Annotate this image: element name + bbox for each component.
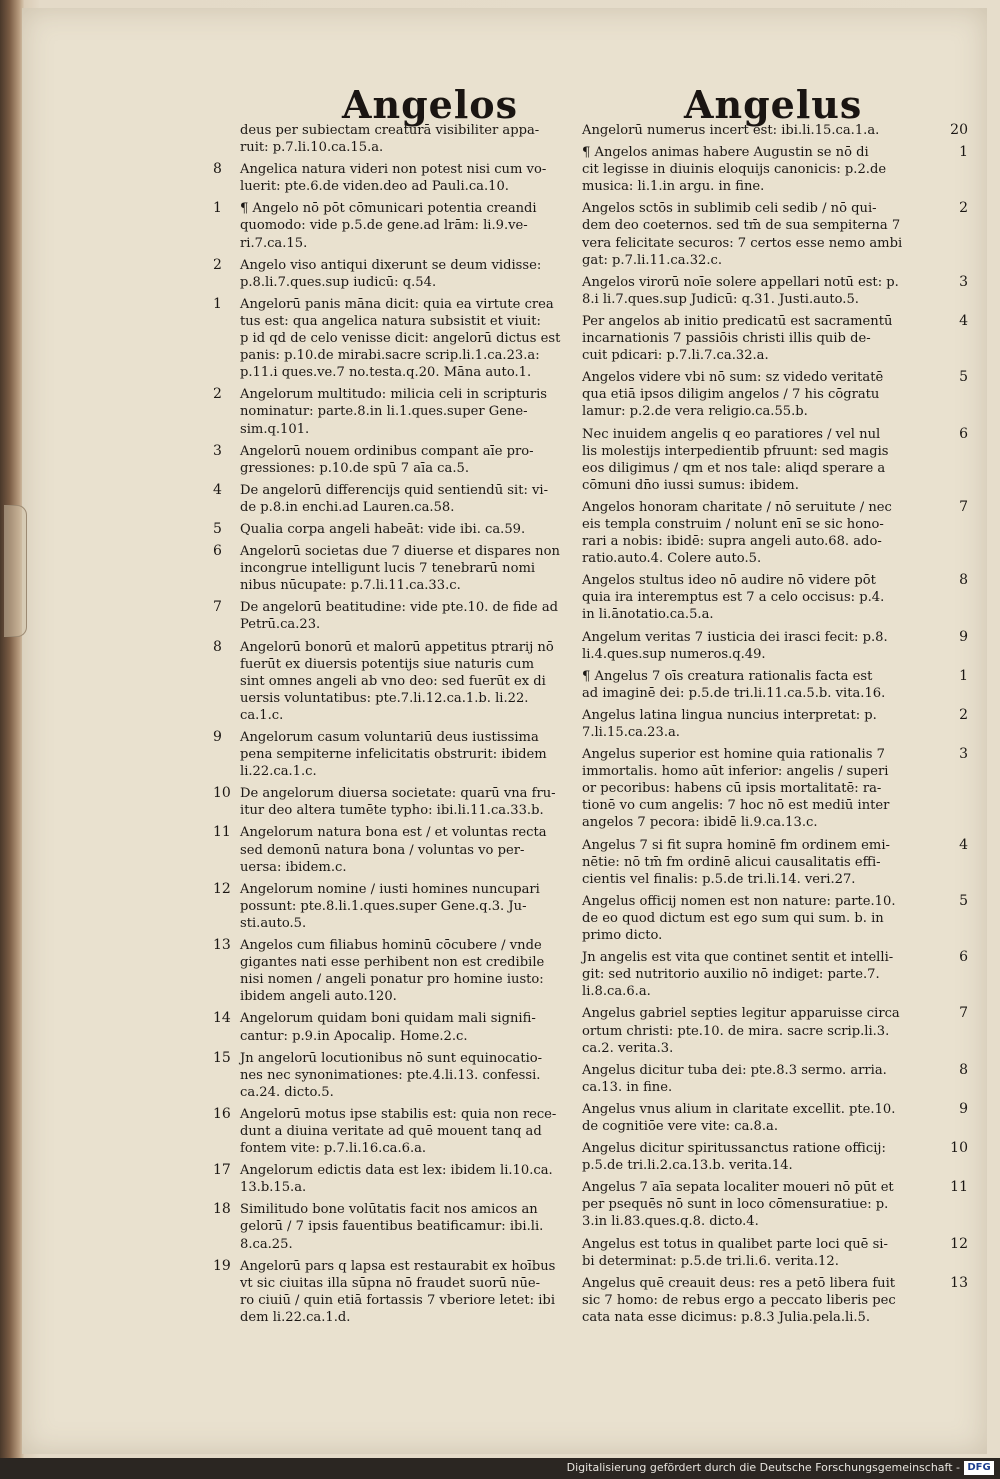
entry-number: 17 — [213, 1162, 231, 1179]
entry-number: 3 — [959, 273, 968, 290]
running-head-left: Angelos — [342, 82, 519, 127]
index-entry — [582, 200, 974, 268]
entry-text: Angelus dicitur spiritussanctus ratione officij: p.5.de tri.li.2.ca.13.b. verita.14. — [582, 1141, 886, 1174]
entry-text: Angelorū nouem ordinibus compant aīe pro- gressiones: p.10.de spū 7 aīa ca.5. — [240, 443, 534, 476]
index-entry — [213, 1010, 583, 1044]
entry-text: ¶ Angelo nō pōt cōmunicari potentia creandi quomodo: vide p.5.de gene.ad lrām: li.9.ve- ri.7.ca.15. — [240, 201, 537, 251]
index-entry — [213, 482, 583, 516]
entry-text: deus per subiectam creaturā visibiliter appa- ruit: p.7.li.10.ca.15.a. — [240, 123, 540, 156]
entry-text: Angelum veritas 7 iusticia dei irasci fecit: p.8. li.4.ques.sup numeros.q.49. — [582, 629, 888, 662]
index-entry — [213, 443, 583, 477]
index-entry — [582, 572, 974, 623]
clasp-mark — [4, 505, 27, 637]
entry-number: 6 — [959, 949, 968, 966]
entry-text: Angelus est totus in qualibet parte loci quē si- bi determinat: p.5.de tri.li.6. verita.12. — [582, 1236, 888, 1269]
index-entry — [213, 824, 583, 875]
entry-text: De angelorū beatitudine: vide pte.10. de fide ad Petrū.ca.23. — [240, 600, 559, 633]
entry-text: Angelica natura videri non potest nisi cum vo- luerit: pte.6.de viden.deo ad Pauli.ca.10. — [240, 162, 547, 195]
entry-text: Jn angelorū locutionibus nō sunt equinocatio- nes nec synonimationes: pte.4.li.13. confessi. ca.24. dicto.5. — [240, 1050, 543, 1100]
entry-text: Angelorū bonorū et malorū appetitus ptrarij nō fuerūt ex diuersis potentijs siue naturis cum sint omnes angeli ab vno deo: sed fuerūt ex di uersis voluntatibus: pte.7.li.12.ca.1.b. li.22. ca.1.c. — [240, 639, 554, 723]
index-entry — [582, 1005, 974, 1056]
entry-text: Per angelos ab initio predicatū est sacramentū incarnationis 7 passiōis christi illis quib de- cuit pdicari: p.7.li.7.ca.32.a. — [582, 313, 893, 364]
entry-number: 19 — [213, 1257, 231, 1274]
entry-number: 11 — [213, 824, 231, 841]
entry-number: 12 — [950, 1235, 968, 1252]
entry-text: ¶ Angelus 7 oīs creatura rationalis facta est ad imaginē dei: p.5.de tri.li.11.ca.5.b. vita.16. — [582, 668, 886, 701]
index-entry — [213, 200, 583, 251]
entry-text: De angelorū differencijs quid sentiendū sit: vi- de p.8.in enchi.ad Lauren.ca.58. — [240, 482, 549, 515]
entry-number: 7 — [213, 599, 222, 616]
index-entry — [582, 274, 974, 308]
entry-text: Angelorū panis māna dicit: quia ea virtute crea tus est: qua angelica natura subsistit et viuit: p id qd de celo venisse dicit: angelorū dictus est panis: p.10.de mirabi.sacre scrip.li.1.ca.23.a: p.11.i ques.ve.7 no.testa.q.20. Māna auto.1. — [240, 296, 561, 381]
entry-text: Angelos videre vbi nō sum: sz videdo veritatē qua etiā ipsos diligim angelos / 7 his cōgratu lamur: p.2.de vera religio.ca.55.b. — [582, 370, 884, 420]
entry-number: 10 — [213, 785, 231, 802]
entry-text: Angelus vnus alium in claritate excellit. pte.10. de cognitiōe vere vite: ca.8.a. — [582, 1101, 896, 1134]
entry-number: 20 — [950, 122, 968, 138]
index-entry — [582, 668, 974, 702]
entry-number: 2 — [959, 200, 968, 217]
entry-text: Angelorum casum voluntariū deus iustissima pena sempiterne infelicitatis obstrurit: ibidem li.22.ca.1.c. — [240, 730, 547, 780]
entry-number: 8 — [959, 572, 968, 589]
entry-number: 9 — [213, 729, 222, 745]
index-entry — [582, 313, 974, 364]
entry-number: 2 — [213, 386, 222, 403]
index-entry — [582, 629, 974, 663]
entry-text: Angelos cum filiabus hominū cōcubere / vnde gigantes nati esse perhibent non est credibile nisi nomen / angeli ponatur pro homine iusto: ibidem angeli auto.120. — [240, 938, 545, 1005]
entry-number: 6 — [213, 543, 222, 560]
entry-text: Angelorū pars q lapsa est restaurabit ex hoībus vt sic ciuitas illa sūpna nō fraudet suorū nūe- ro ciuiū / quin etiā fortassis 7 vberiore letet: ibi dem li.22.ca.1.d. — [240, 1258, 556, 1325]
index-entry — [213, 386, 583, 437]
entry-text: Angelos honoram charitate / nō seruitute / nec eis templa construim / nolunt enī se sic hono- rari a nobis: ibidē: supra angeli auto.68. ado- ratio.auto.4. Colere auto.5. — [582, 499, 892, 567]
index-entry — [582, 1179, 974, 1230]
dfg-logo: DFG — [964, 1461, 994, 1475]
index-entry — [582, 369, 974, 420]
entry-number: 8 — [959, 1061, 968, 1078]
index-entry — [213, 937, 583, 1005]
entry-number: 5 — [213, 520, 222, 537]
entry-number: 11 — [950, 1179, 968, 1196]
entry-number: 1 — [959, 144, 968, 161]
entry-number: 8 — [213, 161, 222, 178]
entry-text: Angelus latina lingua nuncius interpretat: p. 7.li.15.ca.23.a. — [582, 707, 877, 740]
entry-number: 5 — [959, 892, 968, 909]
entry-number: 4 — [959, 836, 968, 853]
entry-text: Angelorum edictis data est lex: ibidem li.10.ca. 13.b.15.a. — [240, 1163, 553, 1196]
index-entry — [213, 543, 583, 594]
entry-number: 1 — [213, 295, 222, 312]
entry-number: 10 — [950, 1140, 968, 1157]
index-entry — [582, 1236, 974, 1270]
index-entry — [582, 746, 974, 831]
entry-number: 2 — [959, 706, 968, 723]
entry-number: 3 — [959, 746, 968, 763]
entry-number: 5 — [959, 369, 968, 386]
entry-text: Jn angelis est vita que continet sentit et intelli- git: sed nutritorio auxilio nō indiget: parte.7. li.8.ca.6.a. — [582, 950, 894, 1000]
entry-text: Angelus officij nomen est non nature: parte.10. de eo quod dictum est ego sum qui sum. b. in primo dicto. — [582, 893, 896, 944]
entry-number: 13 — [950, 1274, 968, 1291]
index-entry — [582, 707, 974, 741]
index-entry — [582, 949, 974, 1000]
index-entry — [213, 521, 583, 538]
index-entry — [213, 881, 583, 932]
entry-text: Angelus quē creauit deus: res a petō libera fuit sic 7 homo: de rebus ergo a peccato liberis pec cata nata esse dicimus: p.8.3 Julia.pela.li.5. — [582, 1275, 896, 1325]
index-entry — [213, 1162, 583, 1196]
index-entry — [213, 1050, 583, 1101]
index-entry — [582, 122, 974, 139]
index-entry — [582, 837, 974, 888]
running-head-right: Angelus — [684, 82, 863, 127]
entry-text: ¶ Angelos animas habere Augustin se nō di cit legisse in diuinis eloquijs canonicis: p.2.de musica: li.1.in argu. in fine. — [582, 145, 887, 195]
entry-text: Angelorum quidam boni quidam mali signifi- cantur: p.9.in Apocalip. Home.2.c. — [240, 1011, 536, 1044]
entry-text: Angelorum natura bona est / et voluntas recta sed demonū natura bona / voluntas vo per- uersa: ibidem.c. — [240, 825, 547, 875]
index-entry — [582, 893, 974, 944]
entry-number: 3 — [213, 442, 222, 459]
entry-number: 8 — [213, 638, 222, 655]
entry-number: 1 — [213, 200, 222, 217]
entry-number: 7 — [959, 498, 968, 515]
entry-text: Nec inuidem angelis q eo paratiores / vel nul lis molestijs interpedientib pfruunt: sed magis eos diligimus / qm et nos tale: aliqd sperare a cōmuni dn̄o iussi sumus: ibidem. — [582, 426, 889, 493]
index-entry — [582, 1101, 974, 1135]
index-entry — [213, 1258, 583, 1326]
index-entry — [213, 599, 583, 633]
index-entry — [582, 144, 974, 195]
index-entry — [213, 785, 583, 819]
entry-number: 9 — [959, 628, 968, 645]
entry-text: Angelus 7 si fit supra hominē fm ordinem emi- nētie: nō tm̄ fm ordinē alicui causalitatis effi- cientis vel finalis: p.5.de tri.li.14. veri.27. — [582, 837, 890, 887]
index-entry — [582, 1275, 974, 1326]
entry-number: 1 — [959, 667, 968, 684]
entry-number: 13 — [213, 937, 231, 954]
funding-notice: Digitalisierung gefördert durch die Deutsche Forschungsgemeinschaft - — [566, 1461, 960, 1474]
entry-text: Angelus dicitur tuba dei: pte.8.3 sermo. arria. ca.13. in fine. — [582, 1062, 887, 1095]
index-entry — [213, 729, 583, 780]
entry-number: 14 — [213, 1010, 231, 1027]
entry-number: 6 — [959, 425, 968, 442]
entry-number: 2 — [213, 256, 222, 273]
entry-number: 4 — [959, 312, 968, 329]
index-entry — [213, 1106, 583, 1157]
entry-text: Similitudo bone volūtatis facit nos amicos an gelorū / 7 ipsis fauentibus beatificamur: ibi.li. 8.ca.25. — [240, 1202, 544, 1252]
left-column — [213, 122, 583, 1331]
entry-number: 4 — [213, 481, 222, 498]
entry-text: Angelos stultus ideo nō audire nō videre pōt quia ira interemptus est 7 a celo occisus: p.4. in li.ānotatio.ca.5.a. — [582, 573, 885, 623]
entry-number: 9 — [959, 1100, 968, 1117]
index-entry — [213, 639, 583, 724]
index-entry — [582, 499, 974, 567]
entry-number: 16 — [213, 1105, 231, 1122]
entry-number: 18 — [213, 1201, 231, 1218]
index-entry — [582, 426, 974, 494]
index-entry — [213, 1201, 583, 1252]
entry-number: 15 — [213, 1049, 231, 1066]
entry-text: De angelorum diuersa societate: quarū vna fru- itur deo altera tumēte typho: ibi.li.11.ca.33.b. — [240, 786, 556, 819]
entry-text: Angelos sctōs in sublimib celi sedib / nō qui- dem deo coeternos. sed tm̄ de sua sempiterna 7 vera felicitate securos: 7 certos esse nemo ambi gat: p.7.li.11.ca.32.c. — [582, 201, 903, 268]
entry-text: Angelorum multitudo: milicia celi in scripturis nominatur: parte.8.in li.1.ques.super Gene- sim.q.101. — [240, 387, 547, 437]
index-entry — [213, 296, 583, 381]
entry-text: Angelus 7 aīa sepata localiter moueri nō pūt et per psequēs nō sunt in loco cōmensuratiue: p. 3.in li.83.ques.q.8. dicto.4. — [582, 1180, 894, 1230]
entry-number: 12 — [213, 880, 231, 897]
entry-text: Angelorū societas due 7 diuerse et dispares non incongrue intelligunt lucis 7 tenebrarū nomi nibus nūcupate: p.7.li.11.ca.33.c. — [240, 544, 560, 594]
footer-bar — [0, 1458, 1000, 1479]
entry-number: 7 — [959, 1005, 968, 1022]
entry-text: Angelo viso antiqui dixerunt se deum vidisse: p.8.li.7.ques.sup iudicū: q.54. — [240, 257, 542, 290]
entry-text: Angelorum nomine / iusti homines nuncupari possunt: pte.8.li.1.ques.super Gene.q.3. Ju- sti.auto.5. — [240, 881, 540, 931]
entry-text: Angelorū motus ipse stabilis est: quia non rece- dunt a diuina veritate ad quē mouent tanq ad fontem vite: p.7.li.16.ca.6.a. — [240, 1106, 557, 1157]
index-entry — [213, 122, 583, 156]
entry-text: Angelorū numerus incert est: ibi.li.15.ca.1.a. — [582, 123, 880, 138]
entry-text: Angelus gabriel septies legitur apparuisse circa ortum christi: pte.10. de mira. sacre scrip.li.3. ca.2. verita.3. — [582, 1006, 900, 1056]
index-entry — [582, 1140, 974, 1174]
index-entry — [213, 161, 583, 195]
entry-text: Qualia corpa angeli habeāt: vide ibi. ca.59. — [240, 521, 526, 537]
index-entry — [582, 1062, 974, 1096]
entry-text: Angelus superior est homine quia rationalis 7 immortalis. homo aūt inferior: angelis / superi or pecoribus: habens cū ipsis mortalitatē: ra- tionē vo cum angelis: 7 hoc nō est mediū inter angelos 7 pecora: ibidē li.9.ca.13.c. — [582, 747, 890, 831]
entry-text: Angelos virorū noīe solere appellari notū est: p. 8.i li.7.ques.sup Judicū: q.31. Justi.auto.5. — [582, 274, 899, 307]
index-entry — [213, 257, 583, 291]
spine-edge — [0, 0, 24, 1458]
right-column — [582, 122, 974, 1331]
